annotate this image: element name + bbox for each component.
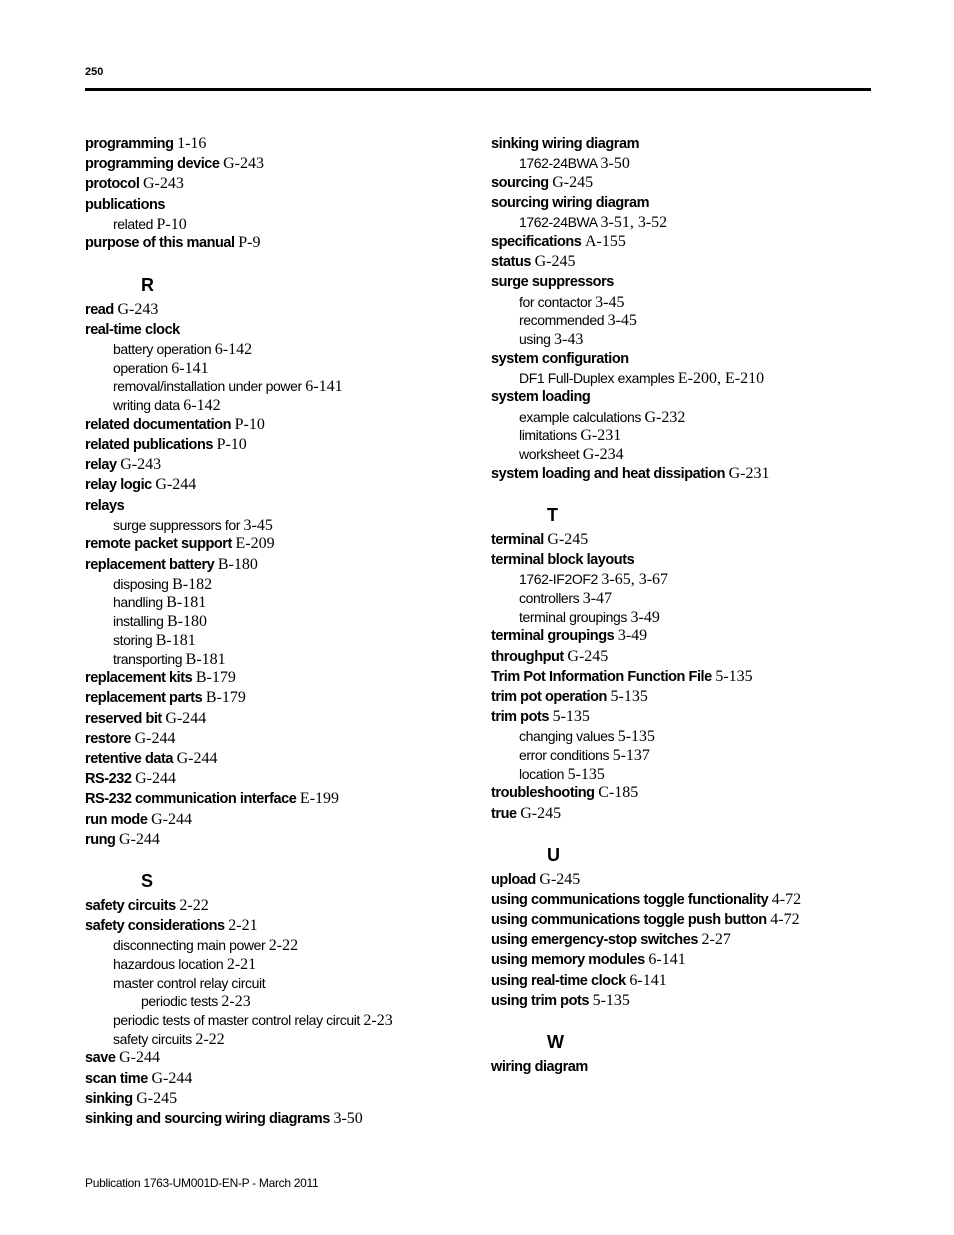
index-page-reference: 5-137 xyxy=(612,746,650,764)
index-page-reference: C-185 xyxy=(598,784,639,802)
index-column-left xyxy=(85,134,465,1129)
header-rule xyxy=(85,88,871,91)
index-subentry xyxy=(85,593,465,612)
index-term: 1762-24BWA xyxy=(519,155,597,172)
index-term: safety considerations xyxy=(85,918,225,935)
index-entry xyxy=(85,320,465,340)
index-term: periodic tests xyxy=(141,993,218,1010)
index-page-reference: P-10 xyxy=(216,435,247,453)
index-subentry xyxy=(491,426,871,445)
index-subentry xyxy=(491,746,871,765)
index-page-reference: G-245 xyxy=(547,530,589,548)
index-subentry xyxy=(491,369,871,388)
index-entry xyxy=(85,134,465,154)
index-subentry xyxy=(491,408,871,427)
index-page-reference: 5-135 xyxy=(617,728,656,746)
index-page-reference: 3-47 xyxy=(582,589,613,607)
index-page-reference: 2-27 xyxy=(701,931,731,949)
index-term: status xyxy=(491,254,532,271)
index-subentry xyxy=(85,1030,465,1049)
index-page-reference: G-244 xyxy=(165,709,207,727)
index-page-reference: G-232 xyxy=(644,408,686,426)
index-term: controllers xyxy=(519,589,580,606)
index-term: writing data xyxy=(113,397,180,414)
index-subentry xyxy=(491,330,871,349)
index-page-reference: 6-142 xyxy=(214,341,253,358)
index-page-reference: 6-142 xyxy=(183,397,221,415)
index-term: DF1 Full-Duplex examples xyxy=(519,369,675,386)
index-entry xyxy=(85,830,465,850)
index-entry xyxy=(85,709,465,729)
index-term: replacement parts xyxy=(85,690,203,707)
index-term: save xyxy=(85,1050,116,1067)
index-letter-heading: U xyxy=(547,844,560,865)
index-term: safety circuits xyxy=(85,897,176,914)
index-entry xyxy=(85,916,465,936)
index-entry xyxy=(85,174,465,194)
index-term: upload xyxy=(491,871,536,888)
index-term: example calculations xyxy=(519,408,641,425)
page-number: 250 xyxy=(85,66,104,78)
index-entry xyxy=(491,991,871,1011)
index-entry xyxy=(85,749,465,769)
index-page-reference: 5-135 xyxy=(567,765,605,783)
index-page-reference: 3-49 xyxy=(617,627,648,645)
index-term: using communications toggle push button xyxy=(491,912,767,929)
index-entry xyxy=(491,252,871,272)
index-page-reference: G-231 xyxy=(580,427,622,445)
index-term: specifications xyxy=(491,233,582,250)
index-term: handling xyxy=(113,594,163,611)
index-term: protocol xyxy=(85,176,140,193)
index-subentry xyxy=(85,936,465,955)
index-subentry xyxy=(491,311,871,330)
index-entry xyxy=(491,349,871,369)
index-term: error conditions xyxy=(519,746,610,763)
index-term: trim pots xyxy=(491,709,549,726)
index-term: terminal groupings xyxy=(519,608,627,625)
index-term: troubleshooting xyxy=(491,785,595,802)
index-term: terminal groupings xyxy=(491,628,615,645)
index-term: related publications xyxy=(85,436,213,453)
index-term: terminal block layouts xyxy=(491,552,635,569)
index-page-reference: B-179 xyxy=(205,689,246,707)
index-subentry xyxy=(85,377,465,396)
index-entry xyxy=(491,272,871,292)
index-term: system loading xyxy=(491,389,591,406)
index-page-reference: G-243 xyxy=(223,155,265,173)
index-page-reference: 2-23 xyxy=(221,993,251,1011)
index-page-reference: 5-135 xyxy=(552,708,590,726)
index-page-reference: 5-135 xyxy=(715,667,753,685)
index-entry xyxy=(85,688,465,708)
index-page-reference: G-243 xyxy=(117,300,159,318)
index-entry xyxy=(85,1048,465,1068)
index-entry xyxy=(85,435,465,455)
index-page-reference: G-244 xyxy=(155,476,197,494)
index-page-reference: 3-51, 3-52 xyxy=(600,214,668,232)
index-entry xyxy=(491,232,871,252)
index-page-reference: 3-45 xyxy=(607,312,637,330)
index-page-reference: G-243 xyxy=(143,175,184,193)
index-page-reference: G-245 xyxy=(534,253,576,271)
index-term: periodic tests of master control relay circuit xyxy=(113,1012,360,1028)
index-entry xyxy=(85,415,465,435)
index-subentry xyxy=(85,396,465,415)
index-term: sinking wiring diagram xyxy=(491,136,640,152)
index-term: wiring diagram xyxy=(491,1059,588,1075)
index-entry xyxy=(491,804,871,824)
index-letter-heading: T xyxy=(547,504,558,525)
index-entry xyxy=(85,1069,465,1089)
index-subentry xyxy=(85,516,465,535)
index-term: 1762-24BWA xyxy=(519,214,597,231)
index-term: master control relay circuit xyxy=(113,974,266,991)
index-term: hazardous location xyxy=(113,955,224,972)
index-term: replacement battery xyxy=(85,556,215,573)
index-term: run mode xyxy=(85,811,148,828)
index-term: relay xyxy=(85,457,117,474)
index-subentry xyxy=(491,727,871,746)
index-subentry xyxy=(85,955,465,974)
index-subentry xyxy=(491,608,871,627)
index-term: surge suppressors xyxy=(491,274,614,291)
index-term: sourcing wiring diagram xyxy=(491,195,650,212)
index-term: using memory modules xyxy=(491,952,645,969)
index-entry xyxy=(491,387,871,407)
index-subentry xyxy=(85,215,465,234)
index-term: scan time xyxy=(85,1070,148,1087)
index-term: rung xyxy=(85,831,116,848)
index-page-reference: B-179 xyxy=(195,669,236,687)
index-term: safety circuits xyxy=(113,1030,192,1047)
index-entry xyxy=(85,769,465,789)
index-entry xyxy=(491,193,871,213)
index-term: RS-232 xyxy=(85,771,132,788)
index-entry xyxy=(85,1089,465,1109)
index-term: system loading and heat dissipation xyxy=(491,465,726,482)
index-page-reference: 2-22 xyxy=(195,1030,225,1048)
index-entry xyxy=(491,667,871,687)
index-page-reference: 3-65, 3-67 xyxy=(601,571,669,589)
index-entry xyxy=(85,729,465,749)
index-subentry xyxy=(85,631,465,650)
index-page-reference: G-244 xyxy=(151,1069,193,1087)
index-term: system configuration xyxy=(491,350,629,367)
index-term: disconnecting main power xyxy=(113,937,266,954)
index-entry xyxy=(491,890,871,910)
index-term: true xyxy=(491,805,517,822)
index-entry xyxy=(491,550,871,570)
index-entry xyxy=(85,789,465,809)
index-term: throughput xyxy=(491,648,564,665)
index-page-reference: B-181 xyxy=(166,594,207,612)
index-term: relays xyxy=(85,497,125,514)
index-entry xyxy=(85,534,465,554)
index-entry xyxy=(491,530,871,550)
index-term: surge suppressors for xyxy=(113,516,240,533)
index-term: transporting xyxy=(113,650,183,667)
index-subentry xyxy=(85,340,465,359)
index-subentry xyxy=(491,293,871,312)
index-page-reference: 3-50 xyxy=(333,1109,363,1127)
index-term: terminal xyxy=(491,531,544,548)
index-term: battery operation xyxy=(113,341,212,357)
index-term: installing xyxy=(113,613,164,630)
index-subentry xyxy=(491,213,871,232)
index-subentry xyxy=(491,589,871,608)
index-term: recommended xyxy=(519,312,605,329)
index-page-reference: 2-21 xyxy=(226,955,257,973)
index-subentry xyxy=(491,570,871,589)
index-subentry xyxy=(85,650,465,669)
index-term: sourcing xyxy=(491,174,549,191)
index-term: publications xyxy=(85,196,165,213)
index-term: using real-time clock xyxy=(491,972,626,989)
index-page-reference: G-234 xyxy=(582,446,624,463)
index-page-reference: 3-43 xyxy=(553,330,584,348)
index-page-reference: G-231 xyxy=(728,464,770,482)
index-term: operation xyxy=(113,359,168,376)
index-entry xyxy=(85,195,465,215)
index-entry xyxy=(491,910,871,930)
index-entry xyxy=(85,496,465,516)
index-page-reference: G-245 xyxy=(520,804,562,822)
index-term: remote packet support xyxy=(85,536,232,553)
index-letter-heading: S xyxy=(141,870,154,891)
index-term: sinking and sourcing wiring diagrams xyxy=(85,1110,330,1127)
index-entry xyxy=(85,668,465,688)
index-entry xyxy=(491,173,871,193)
index-page-reference: G-245 xyxy=(136,1089,178,1107)
index-term: real-time clock xyxy=(85,321,180,338)
index-page-reference: 4-72 xyxy=(771,890,802,908)
index-subentry xyxy=(491,765,871,784)
index-term: using emergency-stop switches xyxy=(491,932,698,949)
index-page-reference: G-245 xyxy=(539,870,581,888)
index-entry xyxy=(85,896,465,916)
index-term: using communications toggle functionality xyxy=(491,891,769,908)
index-page-reference: G-244 xyxy=(176,749,218,767)
index-page-reference: P-10 xyxy=(234,415,265,433)
index-subentry xyxy=(85,974,465,993)
index-subentry xyxy=(491,445,871,464)
index-page-reference: B-181 xyxy=(185,650,226,668)
index-term: read xyxy=(85,301,114,318)
index-term: for contactor xyxy=(519,293,592,310)
index-page-reference: A-155 xyxy=(585,232,626,250)
index-page-reference: 6-141 xyxy=(171,359,209,377)
index-page-reference: 2-23 xyxy=(363,1012,393,1029)
index-entry xyxy=(491,687,871,707)
index-subentry xyxy=(85,992,465,1011)
index-term: removal/installation under power xyxy=(113,378,302,395)
index-entry xyxy=(85,555,465,575)
index-page-reference: B-182 xyxy=(172,575,213,593)
index-entry xyxy=(491,134,871,154)
index-term: storing xyxy=(113,631,153,648)
index-entry xyxy=(85,233,465,253)
index-page-reference: G-244 xyxy=(119,1049,160,1067)
index-page-reference: G-244 xyxy=(135,770,176,788)
index-term: Trim Pot Information Function File xyxy=(491,668,712,685)
index-page-reference: 6-141 xyxy=(648,951,686,969)
index-term: sinking xyxy=(85,1090,133,1107)
index-page-reference: 5-135 xyxy=(610,687,648,705)
index-page-reference: 2-22 xyxy=(268,937,299,955)
index-entry xyxy=(85,300,465,320)
index-subentry xyxy=(85,612,465,631)
index-page-reference: 6-141 xyxy=(629,971,667,989)
index-term: using xyxy=(519,330,551,347)
index-page-reference: G-245 xyxy=(567,647,609,665)
index-page-reference: 6-141 xyxy=(305,378,343,396)
index-term: programming xyxy=(85,136,174,152)
index-term: purpose of this manual xyxy=(85,235,235,252)
index-subentry xyxy=(85,359,465,378)
index-entry xyxy=(85,475,465,495)
index-page-reference: 2-21 xyxy=(228,917,258,935)
index-term: retentive data xyxy=(85,750,173,767)
index-term: disposing xyxy=(113,575,169,592)
index-term: 1762-IF2OF2 xyxy=(519,571,598,588)
index-page-reference: B-180 xyxy=(166,613,207,631)
index-letter-heading: W xyxy=(547,1032,564,1052)
index-page-reference: E-209 xyxy=(235,535,275,553)
index-page-reference: G-245 xyxy=(552,173,594,191)
index-entry xyxy=(85,1109,465,1129)
index-page-reference: 3-49 xyxy=(630,608,660,626)
index-page-reference: 3-45 xyxy=(595,293,625,311)
index-entry xyxy=(491,783,871,803)
index-column-right xyxy=(491,134,871,1077)
index-entry xyxy=(85,455,465,475)
index-term: reserved bit xyxy=(85,710,162,727)
index-term: replacement kits xyxy=(85,670,193,687)
index-term: limitations xyxy=(519,427,577,444)
index-page-reference: 3-50 xyxy=(600,155,630,173)
index-page-reference: B-180 xyxy=(217,555,258,573)
index-letter-heading: R xyxy=(141,274,154,295)
index-page-reference: E-200, E-210 xyxy=(677,369,765,387)
index-page-reference: P-10 xyxy=(156,215,187,233)
index-page-reference: G-244 xyxy=(151,810,192,828)
index-entry xyxy=(491,950,871,970)
index-term: changing values xyxy=(519,728,615,745)
index-term: trim pot operation xyxy=(491,688,607,705)
index-term: programming device xyxy=(85,156,220,173)
index-term: related documentation xyxy=(85,416,232,433)
index-page-reference: 4-72 xyxy=(770,911,800,929)
index-entry xyxy=(491,1057,871,1077)
index-page-reference: G-244 xyxy=(119,830,160,848)
index-page-reference: G-243 xyxy=(120,456,162,474)
index-entry xyxy=(491,707,871,727)
index-page-reference: 1-16 xyxy=(177,135,207,152)
index-entry xyxy=(85,810,465,830)
index-term: related xyxy=(113,215,154,232)
index-page-reference: 3-45 xyxy=(243,516,273,534)
index-entry xyxy=(491,647,871,667)
index-term: using trim pots xyxy=(491,992,589,1009)
index-page-reference: P-9 xyxy=(238,234,261,252)
index-page-reference: 2-22 xyxy=(179,896,209,914)
index-entry xyxy=(491,626,871,646)
index-page-reference: B-181 xyxy=(155,631,196,649)
index-entry xyxy=(85,154,465,174)
index-entry xyxy=(491,930,871,950)
index-term: relay logic xyxy=(85,477,152,494)
index-entry xyxy=(491,971,871,991)
index-term: restore xyxy=(85,730,132,747)
index-subentry xyxy=(85,1011,465,1030)
index-page-reference: 5-135 xyxy=(592,991,630,1009)
index-page-reference: E-199 xyxy=(299,790,340,808)
index-entry xyxy=(491,870,871,890)
index-entry xyxy=(491,464,871,484)
index-term: RS-232 communication interface xyxy=(85,791,297,808)
index-subentry xyxy=(491,154,871,173)
index-term: location xyxy=(519,765,565,782)
publication-footer: Publication 1763-UM001D-EN-P - March 2011 xyxy=(85,1176,319,1190)
index-subentry xyxy=(85,575,465,594)
index-term: worksheet xyxy=(519,446,580,462)
index-page-reference: G-244 xyxy=(134,729,176,747)
